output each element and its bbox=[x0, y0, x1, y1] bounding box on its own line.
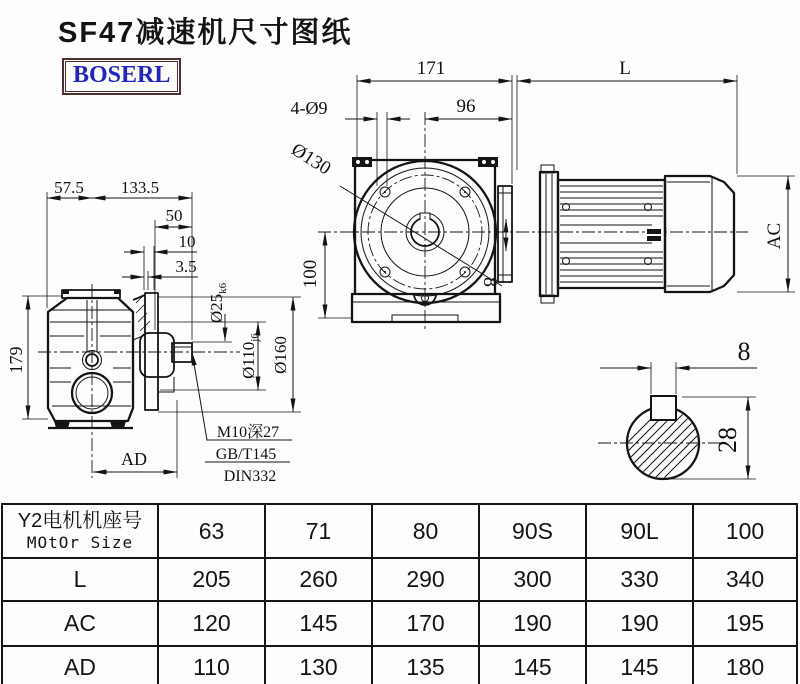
note-tapped-hole: M10深27 bbox=[216, 424, 280, 441]
table-cell: 260 bbox=[265, 558, 372, 601]
table-cell: 170 bbox=[372, 601, 479, 646]
table-cell: 190 bbox=[586, 601, 693, 646]
table-cell: 110 bbox=[158, 646, 265, 684]
brand-logo bbox=[62, 58, 181, 95]
table-header-label bbox=[2, 504, 158, 558]
side-view-dimensions bbox=[6, 178, 301, 485]
dim-bore-key: 8 bbox=[479, 277, 501, 287]
motor-view bbox=[540, 165, 795, 303]
motor-size-table bbox=[1, 503, 798, 684]
table-cell: 90L bbox=[586, 504, 693, 558]
dim-171: 171 bbox=[416, 58, 446, 79]
table-cell: 330 bbox=[586, 558, 693, 601]
motor-size-label-cn: Y2电机机座号 bbox=[17, 510, 143, 532]
dim-179: 179 bbox=[6, 346, 26, 374]
row-label: AC bbox=[2, 601, 158, 646]
dim-10: 10 bbox=[178, 232, 196, 251]
note-gb-standard: GB/T145 bbox=[215, 446, 277, 463]
table-row bbox=[2, 646, 797, 684]
dim-133-5: 133.5 bbox=[120, 178, 160, 197]
dim-flange-dia: Ø160 bbox=[271, 336, 290, 374]
shaft-cross-section bbox=[582, 337, 757, 488]
dim-L: L bbox=[619, 58, 631, 79]
table-row bbox=[2, 558, 797, 601]
table-cell: 90S bbox=[479, 504, 586, 558]
dim-spigot-dia: $Ø110_{j6}$ bbox=[239, 333, 261, 379]
table-cell: 290 bbox=[372, 558, 479, 601]
table-cell: 145 bbox=[265, 601, 372, 646]
row-label: AD bbox=[2, 646, 158, 684]
table-cell: 71 bbox=[265, 504, 372, 558]
table-cell: 300 bbox=[479, 558, 586, 601]
dim-50: 50 bbox=[165, 206, 183, 225]
table-header-row bbox=[2, 504, 797, 558]
dim-AD: AD bbox=[121, 449, 147, 469]
page-title: SF47减速机尺寸图纸 bbox=[58, 17, 353, 49]
dim-100: 100 bbox=[300, 259, 321, 289]
dim-3-5: 3.5 bbox=[175, 257, 197, 276]
table-cell: 145 bbox=[586, 646, 693, 684]
table-cell: 120 bbox=[158, 601, 265, 646]
table-cell: 135 bbox=[372, 646, 479, 684]
dim-AC: AC bbox=[764, 222, 785, 250]
note-din-standard: DIN332 bbox=[223, 468, 277, 485]
row-label: L bbox=[2, 558, 158, 601]
brand-logo-frame bbox=[65, 61, 178, 92]
dim-96: 96 bbox=[456, 96, 476, 117]
table-cell: 340 bbox=[693, 558, 797, 601]
dim-shaft-dia: $Ø25_{k6}$ bbox=[207, 282, 229, 324]
table-row bbox=[2, 601, 797, 646]
table-cell: 130 bbox=[265, 646, 372, 684]
motor-size-label-en: MOtOr Size bbox=[26, 533, 134, 552]
front-view bbox=[318, 112, 748, 332]
table-cell: 195 bbox=[693, 601, 797, 646]
table-cell: 180 bbox=[693, 646, 797, 684]
dim-flange-holes: 4-Ø9 bbox=[290, 98, 328, 118]
brand-logo-text: BOSERL bbox=[73, 62, 171, 88]
dim-bolt-circle: Ø130 bbox=[287, 139, 335, 180]
table-cell: 190 bbox=[479, 601, 586, 646]
dim-57-5: 57.5 bbox=[54, 178, 84, 197]
table-cell: 145 bbox=[479, 646, 586, 684]
dim-shaft-with-key: 28 bbox=[713, 427, 742, 453]
dim-key-width: 8 bbox=[737, 337, 751, 366]
table-cell: 100 bbox=[693, 504, 797, 558]
table-cell: 80 bbox=[372, 504, 479, 558]
table-cell: 205 bbox=[158, 558, 265, 601]
table-cell: 63 bbox=[158, 504, 265, 558]
